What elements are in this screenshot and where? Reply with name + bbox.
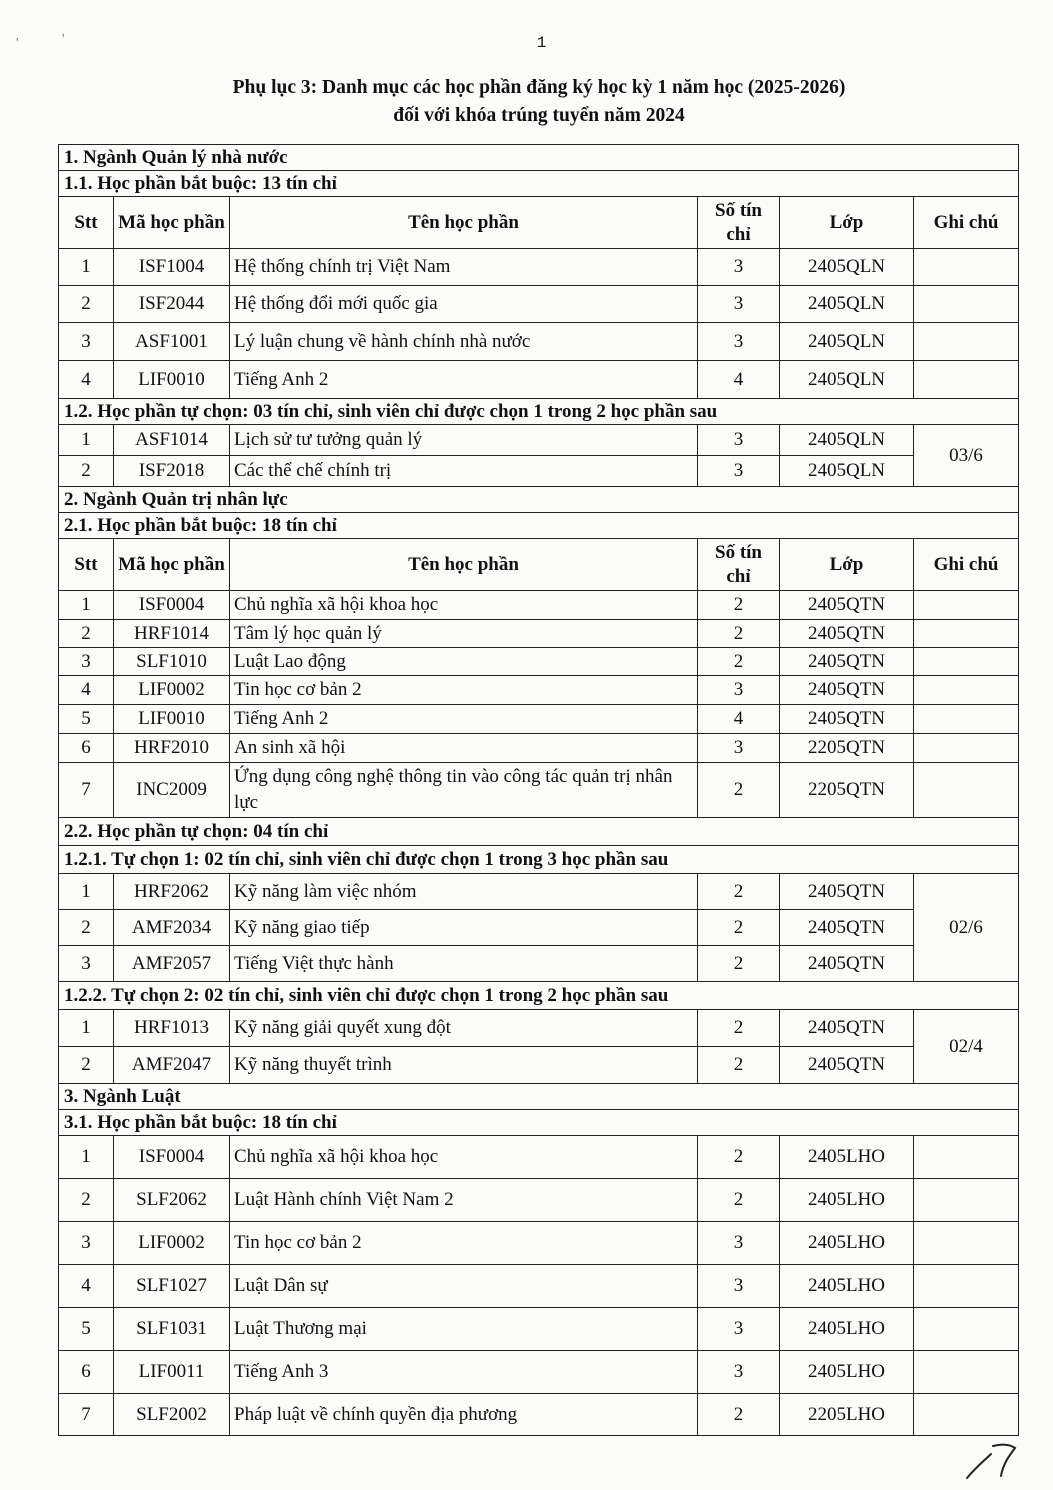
cell-stt: 4 bbox=[59, 676, 114, 705]
cell-credits: 3 bbox=[698, 1265, 780, 1308]
scan-speck: ' bbox=[62, 32, 65, 47]
cell-name: Luật Thương mại bbox=[230, 1308, 698, 1351]
header-row bbox=[59, 197, 1019, 249]
cell-class: 2405LHO bbox=[780, 1265, 914, 1308]
cell-stt: 1 bbox=[59, 425, 114, 456]
cell-credits: 2 bbox=[698, 946, 780, 982]
cell-credits: 3 bbox=[698, 676, 780, 705]
page-number: 1 bbox=[536, 34, 547, 52]
cell-credits: 3 bbox=[698, 734, 780, 763]
cell-credits: 2 bbox=[698, 1047, 780, 1084]
scan-speck: ' bbox=[16, 36, 19, 51]
cell-class: 2405QTN bbox=[780, 620, 914, 648]
cell-note bbox=[914, 1265, 1019, 1308]
title-line-2: đối với khóa trúng tuyển năm 2024 bbox=[393, 105, 685, 126]
table-row bbox=[59, 705, 1019, 734]
cell-credits: 2 bbox=[698, 874, 780, 910]
section-row bbox=[59, 513, 1019, 539]
table-row bbox=[59, 1265, 1019, 1308]
section-title: 1.2.2. Tự chọn 2: 02 tín chỉ, sinh viên chỉ được chọn 1 trong 2 học phần sau bbox=[59, 982, 1019, 1010]
table-row bbox=[59, 1047, 1019, 1084]
cell-class: 2405LHO bbox=[780, 1136, 914, 1179]
table-row bbox=[59, 648, 1019, 676]
table-row bbox=[59, 361, 1019, 399]
cell-code: ASF1014 bbox=[114, 425, 230, 456]
header-stt: Stt bbox=[59, 539, 114, 591]
cell-stt: 1 bbox=[59, 1010, 114, 1047]
cell-class: 2405QTN bbox=[780, 648, 914, 676]
cell-class: 2405QTN bbox=[780, 1010, 914, 1047]
cell-note bbox=[914, 1394, 1019, 1436]
table-row bbox=[59, 946, 1019, 982]
cell-class: 2405QTN bbox=[780, 676, 914, 705]
section-title: 3. Ngành Luật bbox=[59, 1084, 1019, 1110]
cell-name: Tiếng Việt thực hành bbox=[230, 946, 698, 982]
cell-stt: 2 bbox=[59, 286, 114, 323]
cell-name: Kỹ năng giải quyết xung đột bbox=[230, 1010, 698, 1047]
cell-code: SLF2002 bbox=[114, 1394, 230, 1436]
section-row bbox=[59, 487, 1019, 513]
cell-note bbox=[914, 1136, 1019, 1179]
cell-code: ASF1001 bbox=[114, 323, 230, 361]
cell-class: 2405QTN bbox=[780, 874, 914, 910]
cell-class: 2205QTN bbox=[780, 763, 914, 818]
cell-name: Chủ nghĩa xã hội khoa học bbox=[230, 1136, 698, 1179]
section-title: 1.1. Học phần bắt buộc: 13 tín chỉ bbox=[59, 171, 1019, 197]
cell-code: LIF0011 bbox=[114, 1351, 230, 1394]
cell-stt: 1 bbox=[59, 874, 114, 910]
cell-stt: 2 bbox=[59, 910, 114, 946]
cell-name: Chủ nghĩa xã hội khoa học bbox=[230, 591, 698, 620]
cell-code: SLF1031 bbox=[114, 1308, 230, 1351]
cell-note bbox=[914, 361, 1019, 399]
cell-name: An sinh xã hội bbox=[230, 734, 698, 763]
cell-code: INC2009 bbox=[114, 763, 230, 818]
table-row bbox=[59, 1394, 1019, 1436]
cell-class: 2405LHO bbox=[780, 1351, 914, 1394]
cell-name: Tâm lý học quản lý bbox=[230, 620, 698, 648]
cell-credits: 2 bbox=[698, 1010, 780, 1047]
cell-name: Tiếng Anh 3 bbox=[230, 1351, 698, 1394]
cell-credits: 3 bbox=[698, 1222, 780, 1265]
cell-stt: 1 bbox=[59, 1136, 114, 1179]
cell-credits: 3 bbox=[698, 323, 780, 361]
cell-stt: 3 bbox=[59, 1222, 114, 1265]
cell-name: Kỹ năng làm việc nhóm bbox=[230, 874, 698, 910]
cell-class: 2405QLN bbox=[780, 286, 914, 323]
section-row bbox=[59, 145, 1019, 171]
section-row bbox=[59, 399, 1019, 425]
cell-code: AMF2047 bbox=[114, 1047, 230, 1084]
cell-name: Kỹ năng giao tiếp bbox=[230, 910, 698, 946]
title-line-1: Phụ lục 3: Danh mục các học phần đăng ký học kỳ 1 năm học (2025-2026) bbox=[232, 77, 846, 98]
cell-code: LIF0002 bbox=[114, 676, 230, 705]
cell-class: 2405QLN bbox=[780, 323, 914, 361]
header-name: Tên học phần bbox=[230, 539, 698, 591]
cell-code: HRF2062 bbox=[114, 874, 230, 910]
cell-stt: 6 bbox=[59, 1351, 114, 1394]
header-code: Mã học phần bbox=[114, 197, 230, 249]
cell-credits: 2 bbox=[698, 763, 780, 818]
table-row bbox=[59, 1308, 1019, 1351]
cell-class: 2405QLN bbox=[780, 456, 914, 487]
cell-code: ISF0004 bbox=[114, 591, 230, 620]
cell-code: SLF1027 bbox=[114, 1265, 230, 1308]
signature-initial bbox=[963, 1436, 1023, 1482]
cell-code: AMF2057 bbox=[114, 946, 230, 982]
table-row bbox=[59, 425, 1019, 456]
document-title bbox=[0, 74, 1053, 130]
cell-credits: 4 bbox=[698, 361, 780, 399]
cell-credits: 2 bbox=[698, 648, 780, 676]
section-row bbox=[59, 818, 1019, 846]
section-title: 2.1. Học phần bắt buộc: 18 tín chỉ bbox=[59, 513, 1019, 539]
cell-class: 2405LHO bbox=[780, 1222, 914, 1265]
cell-name: Pháp luật về chính quyền địa phương bbox=[230, 1394, 698, 1436]
cell-credits: 2 bbox=[698, 910, 780, 946]
cell-code: LIF0010 bbox=[114, 361, 230, 399]
table-row bbox=[59, 249, 1019, 286]
cell-credits: 3 bbox=[698, 425, 780, 456]
cell-stt: 1 bbox=[59, 249, 114, 286]
section-row bbox=[59, 846, 1019, 874]
cell-note bbox=[914, 705, 1019, 734]
cell-code: LIF0002 bbox=[114, 1222, 230, 1265]
cell-credits: 3 bbox=[698, 456, 780, 487]
cell-note bbox=[914, 676, 1019, 705]
section-row bbox=[59, 1084, 1019, 1110]
cell-class: 2405LHO bbox=[780, 1179, 914, 1222]
header-row bbox=[59, 539, 1019, 591]
cell-name: Luật Dân sự bbox=[230, 1265, 698, 1308]
table-row bbox=[59, 620, 1019, 648]
cell-note bbox=[914, 249, 1019, 286]
cell-name: Tiếng Anh 2 bbox=[230, 361, 698, 399]
cell-name: Tiếng Anh 2 bbox=[230, 705, 698, 734]
cell-name: Tin học cơ bản 2 bbox=[230, 676, 698, 705]
table-row bbox=[59, 323, 1019, 361]
cell-stt: 6 bbox=[59, 734, 114, 763]
section-row bbox=[59, 982, 1019, 1010]
cell-class: 2205QTN bbox=[780, 734, 914, 763]
cell-code: HRF1013 bbox=[114, 1010, 230, 1047]
cell-note bbox=[914, 323, 1019, 361]
cell-class: 2405QTN bbox=[780, 705, 914, 734]
cell-note bbox=[914, 620, 1019, 648]
header-note: Ghi chú bbox=[914, 539, 1019, 591]
cell-class: 2405QTN bbox=[780, 910, 914, 946]
cell-credits: 2 bbox=[698, 1179, 780, 1222]
cell-stt: 4 bbox=[59, 1265, 114, 1308]
cell-code: SLF1010 bbox=[114, 648, 230, 676]
cell-name: Tin học cơ bản 2 bbox=[230, 1222, 698, 1265]
header-class: Lớp bbox=[780, 539, 914, 591]
cell-note bbox=[914, 1222, 1019, 1265]
cell-credits: 3 bbox=[698, 249, 780, 286]
cell-note bbox=[914, 286, 1019, 323]
cell-stt: 7 bbox=[59, 1394, 114, 1436]
cell-note bbox=[914, 763, 1019, 818]
cell-class: 2405LHO bbox=[780, 1308, 914, 1351]
cell-class: 2405QTN bbox=[780, 591, 914, 620]
cell-class: 2405QLN bbox=[780, 361, 914, 399]
cell-code: HRF1014 bbox=[114, 620, 230, 648]
cell-note bbox=[914, 648, 1019, 676]
table-row bbox=[59, 676, 1019, 705]
table-row bbox=[59, 1179, 1019, 1222]
cell-stt: 3 bbox=[59, 946, 114, 982]
header-class: Lớp bbox=[780, 197, 914, 249]
section-title: 1.2. Học phần tự chọn: 03 tín chỉ, sinh viên chỉ được chọn 1 trong 2 học phần sau bbox=[59, 399, 1019, 425]
cell-name: Lý luận chung về hành chính nhà nước bbox=[230, 323, 698, 361]
section-row bbox=[59, 171, 1019, 197]
cell-credits: 2 bbox=[698, 591, 780, 620]
cell-class: 2405QTN bbox=[780, 946, 914, 982]
section-title: 2.2. Học phần tự chọn: 04 tín chỉ bbox=[59, 818, 1019, 846]
cell-note bbox=[914, 1308, 1019, 1351]
table-row bbox=[59, 1136, 1019, 1179]
cell-stt: 2 bbox=[59, 1179, 114, 1222]
cell-note bbox=[914, 734, 1019, 763]
cell-code: HRF2010 bbox=[114, 734, 230, 763]
cell-name: Hệ thống đổi mới quốc gia bbox=[230, 286, 698, 323]
cell-code: LIF0010 bbox=[114, 705, 230, 734]
section-row bbox=[59, 1110, 1019, 1136]
cell-name: Luật Hành chính Việt Nam 2 bbox=[230, 1179, 698, 1222]
cell-credits: 3 bbox=[698, 286, 780, 323]
cell-name: Hệ thống chính trị Việt Nam bbox=[230, 249, 698, 286]
cell-stt: 2 bbox=[59, 620, 114, 648]
cell-class: 2405QLN bbox=[780, 425, 914, 456]
section-title: 3.1. Học phần bắt buộc: 18 tín chỉ bbox=[59, 1110, 1019, 1136]
cell-credits: 2 bbox=[698, 1394, 780, 1436]
cell-code: ISF2044 bbox=[114, 286, 230, 323]
cell-note: 03/6 bbox=[914, 425, 1019, 487]
section-title: 1. Ngành Quản lý nhà nước bbox=[59, 145, 1019, 171]
table-row bbox=[59, 286, 1019, 323]
cell-code: SLF2062 bbox=[114, 1179, 230, 1222]
table-row bbox=[59, 910, 1019, 946]
cell-class: 2205LHO bbox=[780, 1394, 914, 1436]
cell-credits: 3 bbox=[698, 1308, 780, 1351]
cell-name: Các thể chế chính trị bbox=[230, 456, 698, 487]
header-code: Mã học phần bbox=[114, 539, 230, 591]
table-row bbox=[59, 874, 1019, 910]
cell-code: AMF2034 bbox=[114, 910, 230, 946]
header-stt: Stt bbox=[59, 197, 114, 249]
cell-stt: 1 bbox=[59, 591, 114, 620]
table-row bbox=[59, 1351, 1019, 1394]
cell-code: ISF1004 bbox=[114, 249, 230, 286]
cell-stt: 5 bbox=[59, 1308, 114, 1351]
cell-name: Luật Lao động bbox=[230, 648, 698, 676]
cell-code: ISF2018 bbox=[114, 456, 230, 487]
cell-stt: 3 bbox=[59, 648, 114, 676]
cell-class: 2405QTN bbox=[780, 1047, 914, 1084]
table-row bbox=[59, 1222, 1019, 1265]
cell-credits: 2 bbox=[698, 1136, 780, 1179]
header-note: Ghi chú bbox=[914, 197, 1019, 249]
cell-note: 02/6 bbox=[914, 874, 1019, 982]
header-credits: Số tín chỉ bbox=[698, 197, 780, 249]
cell-credits: 2 bbox=[698, 620, 780, 648]
header-credits: Số tín chỉ bbox=[698, 539, 780, 591]
cell-name: Kỹ năng thuyết trình bbox=[230, 1047, 698, 1084]
cell-note bbox=[914, 1351, 1019, 1394]
cell-credits: 3 bbox=[698, 1351, 780, 1394]
cell-note: 02/4 bbox=[914, 1010, 1019, 1084]
table-row bbox=[59, 456, 1019, 487]
cell-class: 2405QLN bbox=[780, 249, 914, 286]
cell-name: Lịch sử tư tưởng quản lý bbox=[230, 425, 698, 456]
cell-note bbox=[914, 591, 1019, 620]
cell-stt: 4 bbox=[59, 361, 114, 399]
table-row bbox=[59, 591, 1019, 620]
section-title: 2. Ngành Quản trị nhân lực bbox=[59, 487, 1019, 513]
cell-stt: 5 bbox=[59, 705, 114, 734]
cell-stt: 2 bbox=[59, 1047, 114, 1084]
cell-stt: 3 bbox=[59, 323, 114, 361]
course-table bbox=[58, 144, 1019, 1436]
cell-note bbox=[914, 1179, 1019, 1222]
table-row bbox=[59, 763, 1019, 818]
table-row bbox=[59, 1010, 1019, 1047]
cell-code: ISF0004 bbox=[114, 1136, 230, 1179]
cell-name: Ứng dụng công nghệ thông tin vào công tác quản trị nhân lực bbox=[230, 763, 698, 818]
section-title: 1.2.1. Tự chọn 1: 02 tín chỉ, sinh viên chỉ được chọn 1 trong 3 học phần sau bbox=[59, 846, 1019, 874]
cell-stt: 7 bbox=[59, 763, 114, 818]
cell-stt: 2 bbox=[59, 456, 114, 487]
cell-credits: 4 bbox=[698, 705, 780, 734]
header-name: Tên học phần bbox=[230, 197, 698, 249]
table-row bbox=[59, 734, 1019, 763]
